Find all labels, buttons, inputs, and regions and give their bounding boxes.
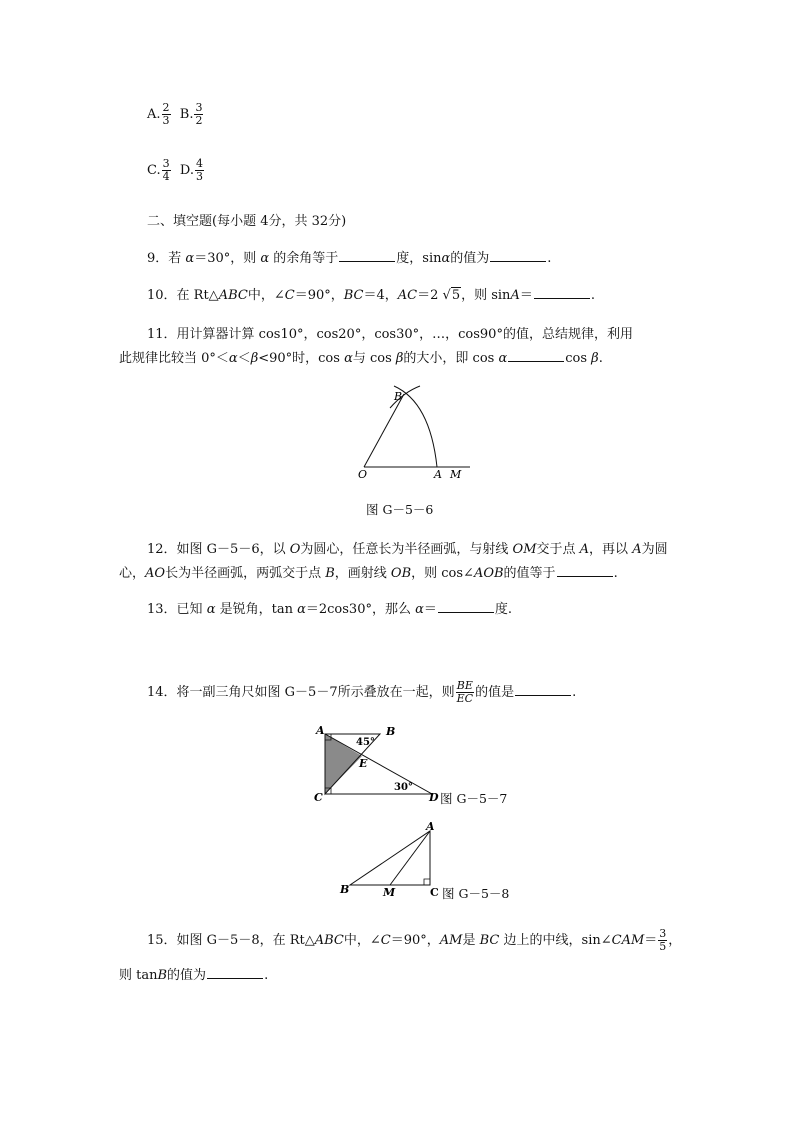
answer-blank <box>557 575 613 577</box>
question-10: 10．在 Rt△ABC中，∠C＝90°，BC＝4，AC＝2 √5，则 sinA＝ . <box>147 288 595 303</box>
right-angle-c <box>424 879 430 885</box>
option-row-cd <box>147 158 205 183</box>
question-15-line-1: 15．如图 G－5－8，在 Rt△ABC中，∠C＝90°，AM是 BC 边上的中线，sin∠CAM＝ $\frac{3}{5}$ ， <box>147 927 682 953</box>
answer-blank <box>515 694 571 696</box>
question-12-line-2: 心，AO长为半径画弧，两弧交于点 B，画射线 OB，则 cos∠AOB的值等于 . <box>119 566 618 581</box>
label-a: A <box>426 820 435 833</box>
sin-value-fraction: $\frac{3}{5}$ <box>659 927 667 953</box>
figure-g-5-6 <box>340 382 480 482</box>
question-13: 13．已知 α 是锐角，tan α＝2cos30°，那么 α＝ 度. <box>147 602 513 617</box>
ratio-be-ec: $\frac{BE}{EC}$ <box>456 679 474 705</box>
label-a: A <box>434 468 442 481</box>
answer-blank <box>508 360 564 362</box>
label-e: E <box>359 757 368 770</box>
option-b-label: B. <box>179 107 194 122</box>
option-d-label: D. <box>179 163 194 178</box>
label-b: B <box>386 725 396 738</box>
option-b-fraction: $\frac{3}{2}$ <box>195 101 203 127</box>
label-m: M <box>450 468 462 481</box>
figure-g-5-7 <box>310 722 460 806</box>
label-m: M <box>383 886 396 899</box>
figure-g-5-6-caption: 图 G－5－6 <box>366 502 434 517</box>
figure-g-5-8 <box>336 818 446 900</box>
answer-blank <box>490 260 546 262</box>
question-14: 14．将一副三角尺如图 G－5－7所示叠放在一起，则 $\frac{BE}{EC}$ 的值是 . <box>147 679 577 705</box>
question-12-line-1: 12．如图 G－5－6，以 O为圆心，任意长为半径画弧，与射线 OM交于点 A，再以 A为圆 <box>147 542 668 557</box>
label-b: B <box>340 883 350 896</box>
question-15-line-2: 则 tanB的值为 . <box>119 968 269 983</box>
answer-blank <box>339 260 395 262</box>
label-b: B <box>394 390 403 403</box>
option-c-fraction: $\frac{3}{4}$ <box>162 157 170 183</box>
answer-blank <box>207 977 263 979</box>
answer-blank <box>438 611 494 613</box>
question-9: 9．若 α＝30°，则 α 的余角等于 度，sinα的值为 . <box>147 251 552 266</box>
ray-ob <box>364 394 404 467</box>
option-row-ab <box>147 102 204 127</box>
section-title: 二、填空题(每小题 4分，共 32分) <box>147 214 347 229</box>
answer-blank <box>534 297 590 299</box>
figure-g-5-8-caption: 图 G－5－8 <box>442 886 510 901</box>
sqrt-radicand: 5 <box>451 288 461 303</box>
option-a-label: A. <box>147 107 161 122</box>
question-11-line-1: 11．用计算器计算 cos10°，cos20°，cos30°，…，cos90°的值，总结规律，利用 <box>147 327 633 342</box>
option-c-label: C. <box>147 163 161 178</box>
angle-45-label: 45° <box>356 737 375 748</box>
label-o: O <box>358 468 368 481</box>
label-a: A <box>316 724 325 737</box>
triangle-abc <box>350 831 430 885</box>
angle-30-label: 30° <box>394 782 413 793</box>
label-c: C <box>314 791 323 804</box>
median-am <box>390 831 430 885</box>
figure-g-5-7-caption: 图 G－5－7 <box>440 791 508 806</box>
label-d: D <box>429 791 439 804</box>
label-c: C <box>430 886 439 899</box>
question-11-line-2: 此规律比较当 0°＜α＜β<90°时，cos α与 cos β的大小，即 cos α cos β. <box>119 351 603 366</box>
option-a-fraction: $\frac{2}{3}$ <box>162 101 170 127</box>
option-d-fraction: $\frac{4}{3}$ <box>195 157 203 183</box>
